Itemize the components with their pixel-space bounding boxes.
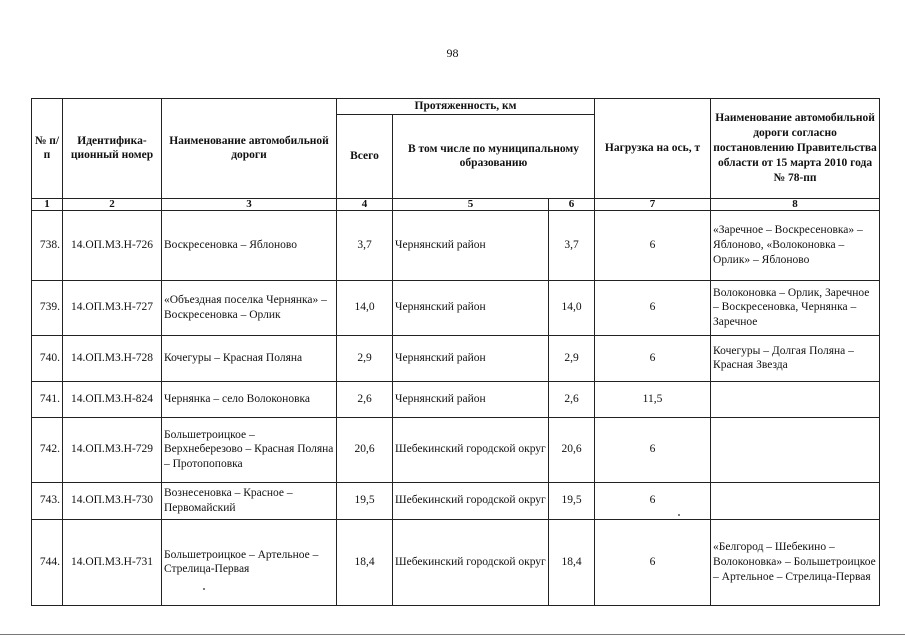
row-number: 742. bbox=[32, 417, 63, 482]
page-number: 98 bbox=[446, 46, 459, 60]
scan-speck bbox=[678, 514, 680, 516]
header-id: Идентифика-ционный номер bbox=[63, 99, 162, 199]
road-name: Чернянка – село Волоконовка bbox=[162, 381, 337, 417]
roads-table bbox=[31, 98, 880, 606]
municipality: Шебекинский городской округ bbox=[393, 519, 549, 605]
table-row bbox=[32, 417, 880, 482]
axle-load: 6 bbox=[595, 210, 711, 280]
column-number: 1 bbox=[32, 198, 63, 210]
road-name: Большетроицкое – Верхнеберезово – Красная Поляна – Протопоповка bbox=[162, 417, 337, 482]
road-id: 14.ОП.МЗ.Н-729 bbox=[63, 417, 162, 482]
road-id: 14.ОП.МЗ.Н-730 bbox=[63, 482, 162, 519]
road-name: Кочегуры – Красная Поляна bbox=[162, 335, 337, 381]
decree-road-name bbox=[711, 482, 880, 519]
column-number: 6 bbox=[549, 198, 595, 210]
table-row bbox=[32, 519, 880, 605]
municipality: Шебекинский городской округ bbox=[393, 482, 549, 519]
decree-road-name: «Белгород – Шебекино – Волоконовка» – Большетроицкое – Артельное – Стрелица-Первая bbox=[711, 519, 880, 605]
row-number: 744. bbox=[32, 519, 63, 605]
road-id: 14.ОП.МЗ.Н-728 bbox=[63, 335, 162, 381]
column-number: 2 bbox=[63, 198, 162, 210]
table-row bbox=[32, 381, 880, 417]
decree-road-name bbox=[711, 417, 880, 482]
row-number: 743. bbox=[32, 482, 63, 519]
axle-load: 6 bbox=[595, 482, 711, 519]
column-number: 5 bbox=[393, 198, 549, 210]
road-name: «Объездная поселка Чернянка» – Воскресеновка – Орлик bbox=[162, 280, 337, 335]
column-number: 7 bbox=[595, 198, 711, 210]
decree-road-name: Кочегуры – Долгая Поляна – Красная Звезда bbox=[711, 335, 880, 381]
header-decree-name: Наименование автомобильной дороги согласно постановлению Правительства области от 15 марта 2010 года № 78-пп bbox=[711, 99, 880, 199]
road-name: Вознесеновка – Красное – Первомайский bbox=[162, 482, 337, 519]
page-bottom-rule bbox=[0, 634, 905, 635]
header-length-group: Протяженность, км bbox=[337, 99, 595, 115]
row-number: 739. bbox=[32, 280, 63, 335]
header-no: № п/п bbox=[32, 99, 63, 199]
header-road-name: Наименование автомобильной дороги bbox=[162, 99, 337, 199]
municipal-length: 19,5 bbox=[549, 482, 595, 519]
municipal-length: 14,0 bbox=[549, 280, 595, 335]
axle-load: 6 bbox=[595, 335, 711, 381]
total-length: 14,0 bbox=[337, 280, 393, 335]
total-length: 20,6 bbox=[337, 417, 393, 482]
table-row bbox=[32, 280, 880, 335]
total-length: 18,4 bbox=[337, 519, 393, 605]
column-number: 4 bbox=[337, 198, 393, 210]
road-id: 14.ОП.МЗ.Н-727 bbox=[63, 280, 162, 335]
municipal-length: 2,9 bbox=[549, 335, 595, 381]
road-name: Большетроицкое – Артельное – Стрелица-Первая bbox=[162, 519, 337, 605]
scan-speck bbox=[203, 588, 205, 590]
road-id: 14.ОП.МЗ.Н-824 bbox=[63, 381, 162, 417]
decree-road-name: «Заречное – Воскресеновка» – Яблоново, «Волоконовка – Орлик» – Яблоново bbox=[711, 210, 880, 280]
municipality: Чернянский район bbox=[393, 280, 549, 335]
table-row bbox=[32, 335, 880, 381]
header-axle-load: Нагрузка на ось, т bbox=[595, 99, 711, 199]
column-number: 3 bbox=[162, 198, 337, 210]
municipal-length: 20,6 bbox=[549, 417, 595, 482]
total-length: 19,5 bbox=[337, 482, 393, 519]
total-length: 3,7 bbox=[337, 210, 393, 280]
column-number: 8 bbox=[711, 198, 880, 210]
header-municipality: В том числе по муниципальному образованию bbox=[393, 114, 595, 198]
decree-road-name bbox=[711, 381, 880, 417]
municipality: Чернянский район bbox=[393, 210, 549, 280]
axle-load: 6 bbox=[595, 280, 711, 335]
row-number: 740. bbox=[32, 335, 63, 381]
municipal-length: 3,7 bbox=[549, 210, 595, 280]
total-length: 2,6 bbox=[337, 381, 393, 417]
table-row bbox=[32, 482, 880, 519]
row-number: 738. bbox=[32, 210, 63, 280]
road-id: 14.ОП.МЗ.Н-726 bbox=[63, 210, 162, 280]
municipality: Чернянский район bbox=[393, 335, 549, 381]
axle-load: 6 bbox=[595, 417, 711, 482]
road-name: Воскресеновка – Яблоново bbox=[162, 210, 337, 280]
municipal-length: 2,6 bbox=[549, 381, 595, 417]
table-row bbox=[32, 210, 880, 280]
road-id: 14.ОП.МЗ.Н-731 bbox=[63, 519, 162, 605]
municipality: Шебекинский городской округ bbox=[393, 417, 549, 482]
decree-road-name: Волоконовка – Орлик, Заречное – Воскресеновка, Чернянка – Заречное bbox=[711, 280, 880, 335]
header-total: Всего bbox=[337, 114, 393, 198]
axle-load: 11,5 bbox=[595, 381, 711, 417]
axle-load: 6 bbox=[595, 519, 711, 605]
municipality: Чернянский район bbox=[393, 381, 549, 417]
row-number: 741. bbox=[32, 381, 63, 417]
total-length: 2,9 bbox=[337, 335, 393, 381]
municipal-length: 18,4 bbox=[549, 519, 595, 605]
